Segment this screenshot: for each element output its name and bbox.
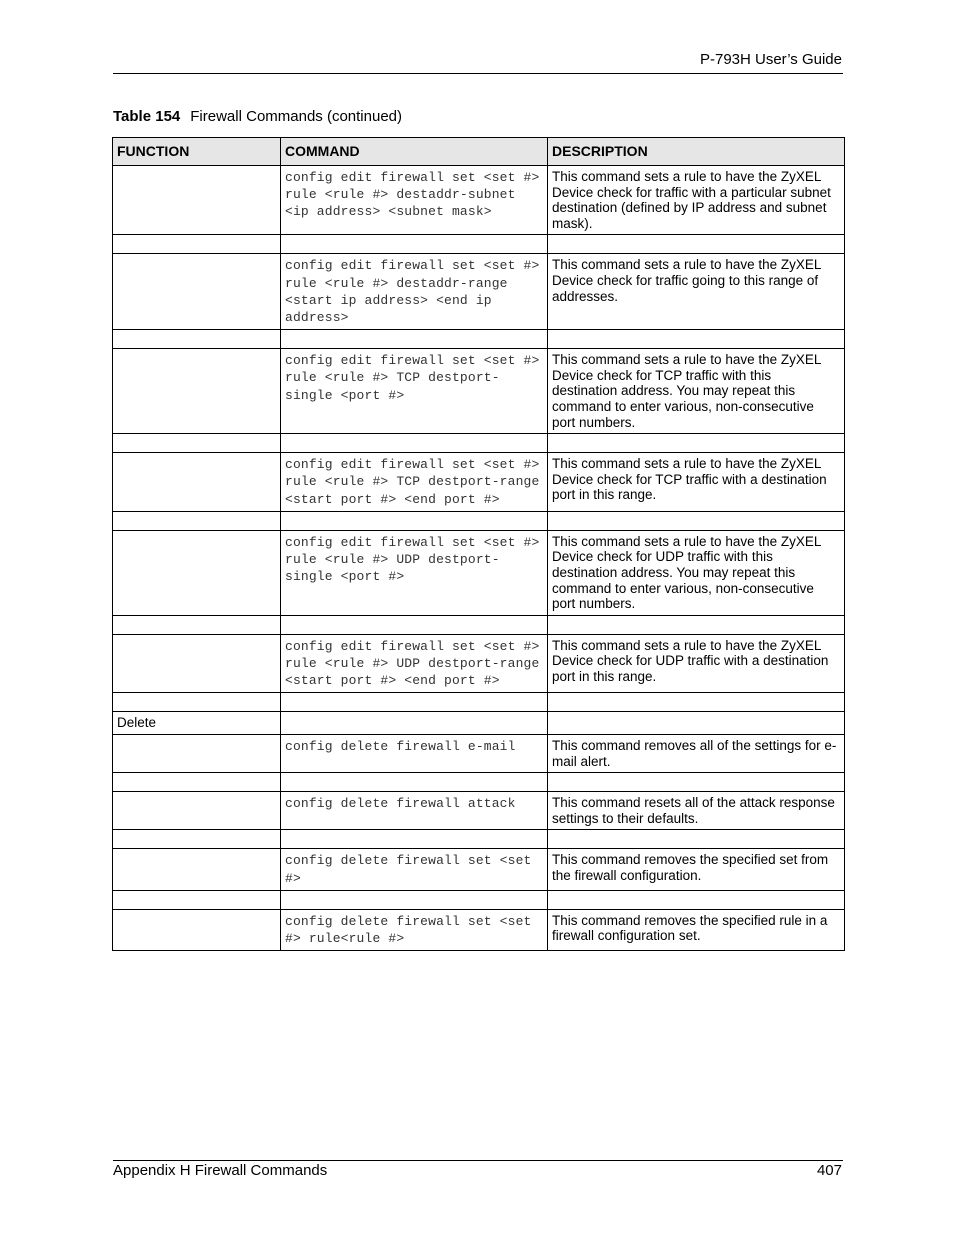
table-row bbox=[113, 734, 845, 772]
spacer-row bbox=[113, 693, 845, 712]
function-cell: Delete bbox=[113, 712, 281, 735]
command-text: config edit firewall set <set #> rule <rule #> UDP destport-single <port #> bbox=[285, 534, 548, 585]
function-cell bbox=[113, 773, 281, 792]
column-header-function: FUNCTION bbox=[113, 138, 281, 166]
command-text: config edit firewall set <set #> rule <rule #> TCP destport-range <start port #> <end port #> bbox=[285, 457, 548, 507]
description-cell bbox=[548, 434, 845, 453]
function-cell bbox=[113, 166, 281, 235]
header-divider bbox=[113, 73, 843, 74]
function-cell bbox=[113, 830, 281, 849]
command-cell bbox=[281, 615, 548, 634]
description-cell: This command sets a rule to have the ZyXEL Device check for traffic going to this range of addresses. bbox=[548, 254, 845, 330]
command-text: config delete firewall set <set #> rule<rule #> bbox=[285, 913, 540, 946]
command-cell bbox=[281, 792, 548, 830]
footer-divider bbox=[113, 1160, 843, 1161]
spacer-row bbox=[113, 830, 845, 849]
command-cell bbox=[281, 773, 548, 792]
spacer-row bbox=[113, 890, 845, 909]
command-text: config edit firewall set <set #> rule <rule #> destaddr-range <start ip address> <end ip address> bbox=[285, 258, 548, 325]
description-cell bbox=[548, 830, 845, 849]
command-cell bbox=[281, 330, 548, 349]
description-cell bbox=[548, 773, 845, 792]
function-cell bbox=[113, 453, 281, 512]
description-cell bbox=[548, 693, 845, 712]
table-row bbox=[113, 849, 845, 890]
firewall-commands-table bbox=[112, 137, 845, 951]
spacer-row bbox=[113, 434, 845, 453]
footer-section-title: Appendix H Firewall Commands bbox=[113, 1162, 328, 1179]
table-row bbox=[113, 349, 845, 434]
column-header-description: DESCRIPTION bbox=[548, 138, 845, 166]
command-cell bbox=[281, 235, 548, 254]
description-cell bbox=[548, 330, 845, 349]
description-cell bbox=[548, 890, 845, 909]
function-cell bbox=[113, 235, 281, 254]
command-cell bbox=[281, 734, 548, 772]
command-cell bbox=[281, 634, 548, 693]
spacer-row bbox=[113, 511, 845, 530]
command-cell bbox=[281, 909, 548, 950]
page-number: 407 bbox=[816, 1162, 842, 1179]
command-cell bbox=[281, 511, 548, 530]
spacer-row bbox=[113, 615, 845, 634]
command-cell bbox=[281, 712, 548, 735]
command-cell bbox=[281, 830, 548, 849]
spacer-row bbox=[113, 235, 845, 254]
function-cell bbox=[113, 693, 281, 712]
command-cell bbox=[281, 453, 548, 512]
description-cell: This command sets a rule to have the ZyXEL Device check for TCP traffic with a destination port in this range. bbox=[548, 453, 845, 512]
function-cell bbox=[113, 330, 281, 349]
description-cell: This command sets a rule to have the ZyXEL Device check for UDP traffic with this destination address. You may repeat this command to enter various, non-consecutive port numbers. bbox=[548, 530, 845, 615]
command-cell bbox=[281, 254, 548, 330]
command-cell bbox=[281, 530, 548, 615]
table-row bbox=[113, 254, 845, 330]
table-row bbox=[113, 712, 845, 735]
command-text: config delete firewall attack bbox=[285, 796, 516, 812]
command-cell bbox=[281, 849, 548, 890]
description-cell: This command sets a rule to have the ZyXEL Device check for UDP traffic with a destination port in this range. bbox=[548, 634, 845, 693]
function-cell bbox=[113, 634, 281, 693]
table-row bbox=[113, 453, 845, 512]
table-row bbox=[113, 530, 845, 615]
command-cell bbox=[281, 434, 548, 453]
function-cell bbox=[113, 890, 281, 909]
table-header-row bbox=[113, 138, 845, 166]
description-cell bbox=[548, 235, 845, 254]
command-cell bbox=[281, 693, 548, 712]
description-cell: This command sets a rule to have the ZyXEL Device check for traffic with a particular subnet destination (defined by IP address and subnet mask). bbox=[548, 166, 845, 235]
command-text: config edit firewall set <set #> rule <rule #> destaddr-subnet <ip address> <subnet mask> bbox=[285, 170, 548, 220]
description-cell: This command removes the specified rule in a firewall configuration set. bbox=[548, 909, 845, 950]
guide-title: P-793H User’s Guide bbox=[699, 51, 842, 68]
function-cell bbox=[113, 792, 281, 830]
table-row bbox=[113, 792, 845, 830]
command-text: config edit firewall set <set #> rule <rule #> TCP destport-single <port #> bbox=[285, 353, 548, 403]
description-cell bbox=[548, 615, 845, 634]
description-cell bbox=[548, 712, 845, 735]
function-cell bbox=[113, 254, 281, 330]
function-cell bbox=[113, 909, 281, 950]
column-header-command: COMMAND bbox=[281, 138, 548, 166]
command-text: config edit firewall set <set #> rule <rule #> UDP destport-range <start port #> <end port #> bbox=[285, 638, 548, 689]
table-body bbox=[113, 166, 845, 951]
command-cell bbox=[281, 349, 548, 434]
table-row bbox=[113, 909, 845, 950]
function-cell bbox=[113, 530, 281, 615]
description-cell: This command removes all of the settings for e-mail alert. bbox=[548, 734, 845, 772]
table-row bbox=[113, 166, 845, 235]
description-cell: This command sets a rule to have the ZyXEL Device check for TCP traffic with this destination address. You may repeat this command to enter various, non-consecutive port numbers. bbox=[548, 349, 845, 434]
command-cell bbox=[281, 890, 548, 909]
command-text: config delete firewall e-mail bbox=[285, 738, 516, 754]
command-text: config delete firewall set <set #> bbox=[285, 853, 540, 886]
description-cell: This command resets all of the attack response settings to their defaults. bbox=[548, 792, 845, 830]
function-cell bbox=[113, 615, 281, 634]
function-cell bbox=[113, 511, 281, 530]
table-row bbox=[113, 634, 845, 693]
table-caption bbox=[113, 108, 402, 125]
table-caption-title: Firewall Commands (continued) bbox=[190, 108, 403, 125]
function-cell bbox=[113, 734, 281, 772]
function-cell bbox=[113, 849, 281, 890]
function-cell bbox=[113, 349, 281, 434]
description-cell: This command removes the specified set from the firewall configuration. bbox=[548, 849, 845, 890]
function-cell bbox=[113, 434, 281, 453]
table-caption-label: Table 154 bbox=[113, 108, 181, 125]
description-cell bbox=[548, 511, 845, 530]
spacer-row bbox=[113, 773, 845, 792]
command-cell bbox=[281, 166, 548, 235]
spacer-row bbox=[113, 330, 845, 349]
